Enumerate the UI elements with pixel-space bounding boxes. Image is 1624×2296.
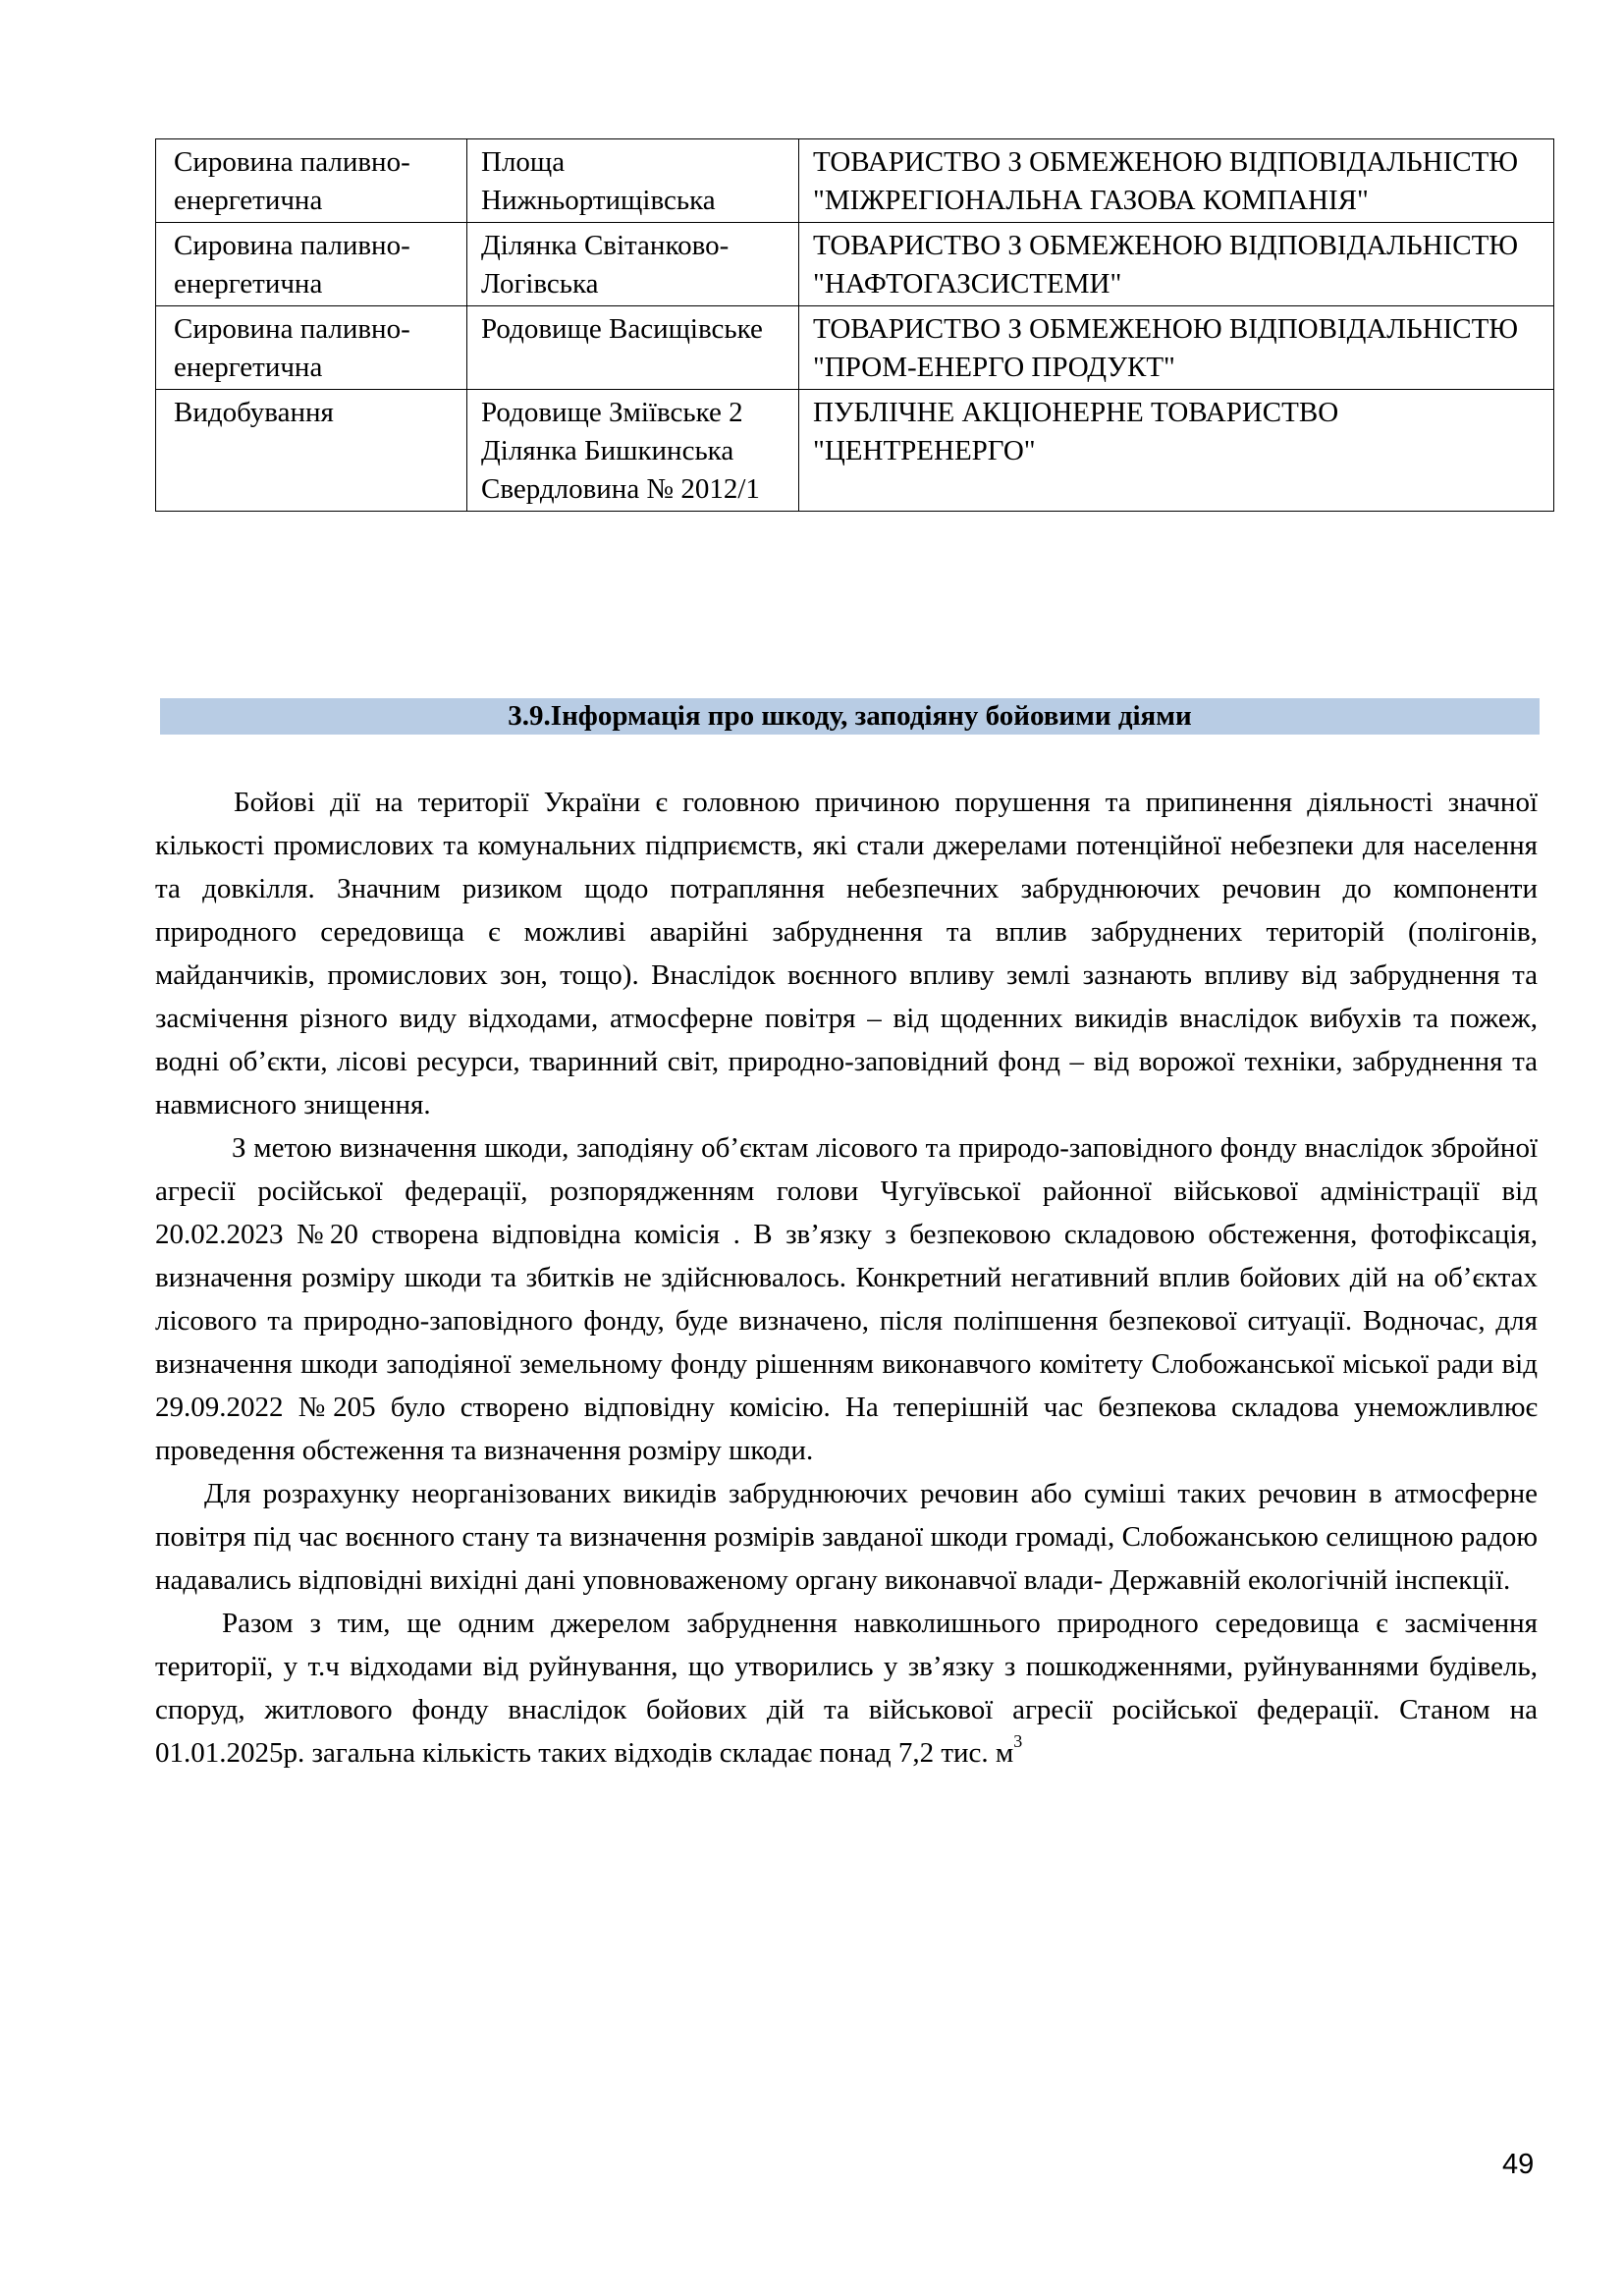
cell-resource-type: Сировина паливно-енергетична: [156, 223, 467, 306]
paragraph: Бойові дії на території України є головною причиною порушення та припинення діяльності значної кількості промислових та комунальних підприємств, які стали джерелами потенційної небезпеки для населення та довкілля. Значним ризиком щодо потрапляння небезпечних забруднюючих речовин до компоненти природного середовища є можливі аварійні забруднення та вплив забруднених територій (полігонів, майданчиків, промислових зон, тощо). Внаслідок воєнного впливу землі зазнають впливу від забруднення та засмічення різного виду відходами, атмосферне повітря – від щоденних викидів внаслідок вибухів та пожеж, водні об’єкти, лісові ресурси, тваринний світ, природно-заповідний фонд – від ворожої техніки, забруднення та навмисного знищення.: [155, 787, 1538, 1121]
table-row: [156, 223, 1554, 306]
subsoil-permits-table: [155, 138, 1554, 512]
cell-site: Площа Нижньортищівська: [467, 139, 799, 223]
cell-site: Ділянка Світанково-Логівська: [467, 223, 799, 306]
cell-company: ПУБЛІЧНЕ АКЦІОНЕРНЕ ТОВАРИСТВО "ЦЕНТРЕНЕРГО": [799, 390, 1554, 512]
cell-resource-type: Сировина паливно-енергетична: [156, 139, 467, 223]
cell-company: ТОВАРИСТВО З ОБМЕЖЕНОЮ ВІДПОВІДАЛЬНІСТЮ "МІЖРЕГІОНАЛЬНА ГАЗОВА КОМПАНІЯ": [799, 139, 1554, 223]
body-text: [155, 781, 1538, 1775]
cell-site: Родовище Зміївське 2 Ділянка Бишкинська Свердловина № 2012/1: [467, 390, 799, 512]
cell-company: ТОВАРИСТВО З ОБМЕЖЕНОЮ ВІДПОВІДАЛЬНІСТЮ "НАФТОГАЗСИСТЕМИ": [799, 223, 1554, 306]
table-row: [156, 306, 1554, 390]
cell-company: ТОВАРИСТВО З ОБМЕЖЕНОЮ ВІДПОВІДАЛЬНІСТЮ "ПРОМ-ЕНЕРГО ПРОДУКТ": [799, 306, 1554, 390]
paragraph-text: Разом з тим, ще одним джерелом забруднення навколишнього природного середовища є засмічення території, у т.ч відходами від руйнування, що утворились у зв’язку з пошкодженнями, руйнуваннями будівель, споруд, житлового фонду внаслідок бойових дій та військової агресії російської федерації. Станом на 01.01.2025р. загальна кількість таких відходів складає понад 7,2 тис. м: [155, 1608, 1538, 1769]
table-row: [156, 139, 1554, 223]
cell-resource-type: Видобування: [156, 390, 467, 512]
paragraph: З метою визначення шкоди, заподіяну об’єктам лісового та природо-заповідного фонду внаслідок збройної агресії російської федерації, розпорядженням голови Чугуївської районної військової адміністрації від 20.02.2023 №20 створена відповідна комісія . В зв’язку з безпековою складовою обстеження, фотофіксація, визначення розміру шкоди та збитків не здійснювалось. Конкретний негативний вплив бойових дій на об’єктах лісового та природно-заповідного фонду, буде визначено, після поліпшення безпекової ситуації. Водночас, для визначення шкоди заподіяної земельному фонду рішенням виконавчого комітету Слобожанської міської ради від 29.09.2022 №205 було створено відповідну комісію. На теперішній час безпекова складова унеможливлює проведення обстеження та визначення розміру шкоди.: [155, 1132, 1538, 1466]
paragraph: Для розрахунку неорганізованих викидів забруднюючих речовин або суміші таких речовин в атмосферне повітря під час воєнного стану та визначення розмірів завданої шкоди громаді, Слобожанською селищною радою надавались відповідні вихідні дані уповноваженому органу виконавчої влади- Державній екологічній інспекції.: [155, 1478, 1538, 1596]
paragraph-last: [155, 1602, 1538, 1775]
cubic-superscript: 3: [1013, 1731, 1023, 1752]
section-heading: 3.9.Інформація про шкоду, заподіяну бойовими діями: [160, 698, 1540, 735]
page-number: 49: [1502, 2149, 1535, 2180]
cell-site: Родовище Васищівське: [467, 306, 799, 390]
table-row: [156, 390, 1554, 512]
cell-resource-type: Сировина паливно-енергетична: [156, 306, 467, 390]
